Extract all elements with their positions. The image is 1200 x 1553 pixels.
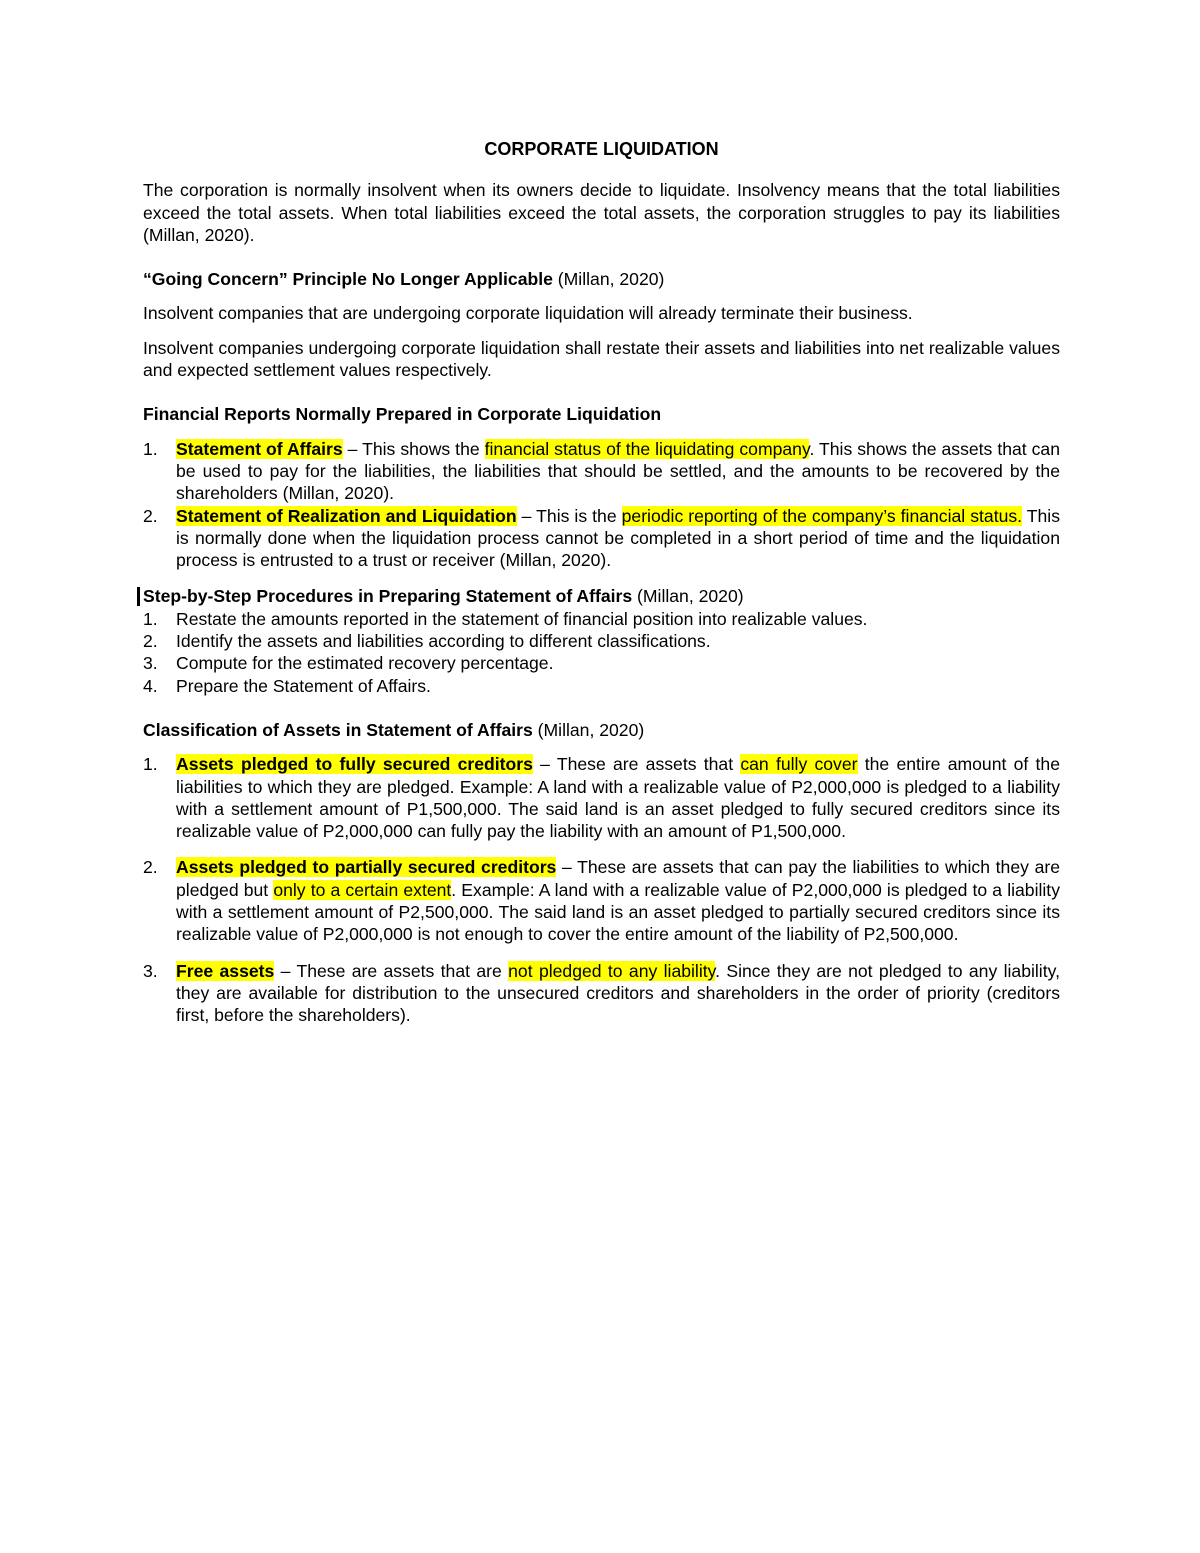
intro-paragraph: The corporation is normally insolvent when its owners decide to liquidate. Insolvency means that the total liabilities exceed the total assets. When total liabilities exceed the total assets, the corporation struggles to pay its liabilities (Millan, 2020). <box>143 180 1060 245</box>
list-number: 2. <box>143 505 158 526</box>
item-text: This is normally done when the liquidation process cannot be completed in a short period of time and the liquidation process is entrusted to a trust or receiver (Millan, 2020). <box>176 505 1060 571</box>
item-text: Identify the assets and liabilities according to different classifications. <box>176 631 711 652</box>
steps-cite: (Millan, 2020) <box>632 586 744 607</box>
change-bar-marker <box>137 587 140 606</box>
classification-cite: (Millan, 2020) <box>532 719 645 740</box>
list-number: 4. <box>143 675 158 696</box>
highlighted-phrase: only to a certain extent <box>273 879 452 900</box>
going-concern-paragraph-2: Insolvent companies undergoing corporate liquidation shall restate their assets and liabilities into net realizable values and expected settlement values respectively. <box>143 337 1060 381</box>
list-number: 1. <box>143 608 158 629</box>
steps-heading-text: Step-by-Step Procedures in Preparing Statement of Affairs <box>143 586 633 607</box>
list-item <box>143 856 1060 945</box>
steps-list <box>143 608 1060 697</box>
list-number: 2. <box>143 857 158 878</box>
item-text: – These are assets that <box>532 754 741 775</box>
list-item <box>143 630 1060 652</box>
list-number: 3. <box>143 960 158 981</box>
reports-heading: Financial Reports Normally Prepared in Corporate Liquidation <box>143 404 662 425</box>
highlighted-term: Free assets <box>176 960 275 981</box>
item-text: the entire amount of the liabilities to which they are pledged. Example: A land with a realizable value of P2,000,000 is pledged to a liability with a settlement amount of P1,500,000. The said land is an asset pledged to fully secured creditors since its realizable value of P2,000,000 can fully pay the liability with an amount of P1,500,000. <box>176 754 1061 842</box>
item-text: – These are assets that are <box>274 960 509 981</box>
list-number: 3. <box>143 653 158 674</box>
classification-heading <box>143 719 1060 741</box>
classification-list <box>143 753 1060 1026</box>
item-text: Restate the amounts reported in the statement of financial position into realizable values. <box>176 608 868 629</box>
list-number: 1. <box>143 438 158 459</box>
item-text: Compute for the estimated recovery percentage. <box>176 653 554 674</box>
list-number: 1. <box>143 754 158 775</box>
list-item <box>143 438 1060 505</box>
document-title: CORPORATE LIQUIDATION <box>484 139 719 159</box>
highlighted-term: Assets pledged to partially secured creditors <box>176 857 557 878</box>
highlighted-phrase: financial status of the liquidating company <box>484 438 810 459</box>
list-item <box>143 608 1060 630</box>
highlighted-term: Statement of Affairs <box>176 438 343 459</box>
classification-heading-text: Classification of Assets in Statement of Affairs <box>143 719 533 740</box>
list-item <box>143 505 1060 572</box>
item-text: – This is the <box>516 505 622 526</box>
list-number: 2. <box>143 631 158 652</box>
going-concern-paragraph-1: Insolvent companies that are undergoing corporate liquidation will already terminate their business. <box>143 303 913 324</box>
item-text: – This shows the <box>342 438 485 459</box>
steps-heading <box>143 585 1060 607</box>
highlighted-phrase: can fully cover <box>740 754 858 775</box>
item-text: – These are assets that can pay the liabilities to which they are pledged but <box>176 857 1060 900</box>
document-body <box>143 138 1060 1041</box>
list-item <box>143 652 1060 674</box>
highlighted-phrase: not pledged to any liability <box>508 960 716 981</box>
list-item <box>143 753 1060 842</box>
highlighted-phrase: periodic reporting of the company’s financial status. <box>621 505 1023 526</box>
going-concern-heading-text: “Going Concern” Principle No Longer Applicable <box>143 269 553 290</box>
item-text: Prepare the Statement of Affairs. <box>176 675 431 696</box>
item-text: . This shows the assets that can be used to pay for the liabilities, the liabilities that should be settled, and the amounts to be recovered by the shareholders (Millan, 2020). <box>176 438 1061 504</box>
list-item <box>143 960 1060 1027</box>
highlighted-term: Statement of Realization and Liquidation <box>176 505 517 526</box>
going-concern-heading <box>143 268 1060 290</box>
item-text: . Example: A land with a realizable value of P2,000,000 is pledged to a liability with a settlement amount of P2,500,000. The said land is an asset pledged to partially secured creditors since its realizable value of P2,000,000 is not enough to cover the entire amount of the liability of P2,500,000. <box>176 879 1060 945</box>
item-text: . Since they are not pledged to any liability, they are available for distribution to the unsecured creditors and shareholders in the order of priority (creditors first, before the shareholders). <box>176 960 1060 1026</box>
going-concern-cite: (Millan, 2020) <box>552 269 665 290</box>
reports-list <box>143 438 1060 572</box>
highlighted-term: Assets pledged to fully secured creditors <box>176 754 533 775</box>
list-item <box>143 675 1060 697</box>
